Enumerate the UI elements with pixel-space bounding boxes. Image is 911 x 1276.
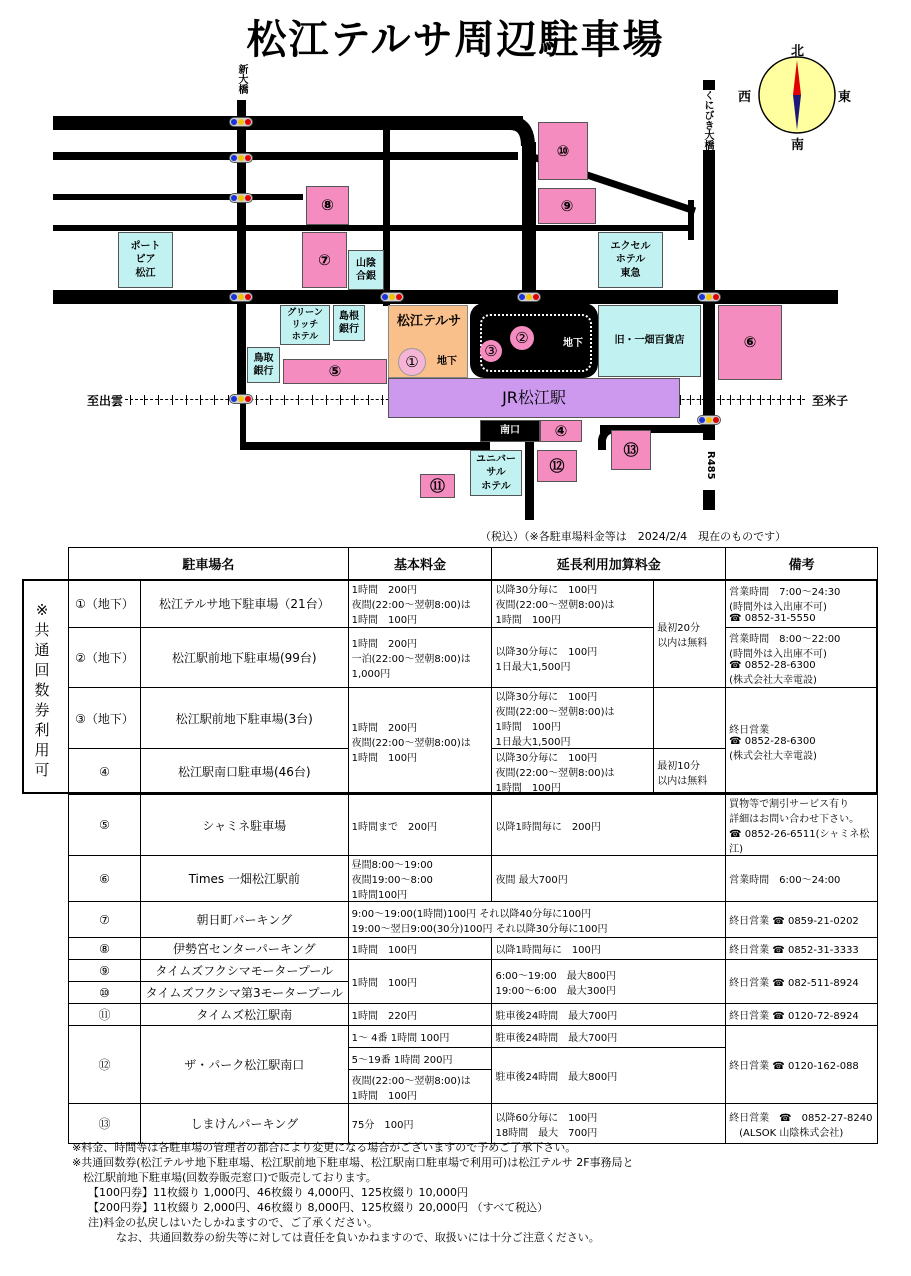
row-no: ⑫ [69,1026,141,1104]
row-note: 終日営業 ☎ 0852-31-3333 [726,938,878,960]
header-basic: 基本料金 [348,548,492,580]
building-tottori-bank [247,347,280,383]
row-no: ④ [69,749,141,795]
road-south [240,442,490,450]
common-ticket-label: ※共通回数券利用可 [34,601,50,779]
compass-south: 南 [791,138,805,153]
table-note: （税込）（※各駐車場料金等は 2024/2/4 現在のものです） [480,530,787,543]
note-line: 注)料金の払戻しはいたしかねますので、ご了承ください。 [88,1216,379,1229]
table-row [69,938,878,960]
building-sanin-bank [348,250,384,290]
row-ext-1: 駐車後24時間 最大700円 [492,1026,726,1048]
tottori-label: 鳥取 銀行 [253,352,274,377]
map [0,0,911,520]
terrsa-label: 松江テルサ [396,314,462,329]
row-no: ⑥ [69,856,141,902]
lot-4-label: ④ [554,421,568,440]
row-ext: 夜間 最大700円 [492,856,726,902]
lot-8 [306,186,349,225]
row-ext: 以降60分毎に 100円 18時間 最大 700円 [492,1104,726,1144]
note-line: 【100円券】11枚綴り 1,000円、46枚綴り 4,000円、125枚綴り 10,000円 [88,1186,468,1199]
universal-label: ユニバー サル ホテル [476,453,516,492]
header-ext: 延長利用加算料金 [492,548,726,580]
lot-12-label: ⑫ [549,456,565,475]
row-basic: 1時間 220円 [348,1004,492,1026]
shimane-label: 島根 銀行 [339,310,359,335]
traffic-light-icon [229,292,253,302]
table-row [69,795,878,856]
traffic-light-icon [380,292,404,302]
row-basic-1: 1～ 4番 1時間 100円 [348,1026,492,1048]
table-row [69,628,878,688]
header-note: 備考 [726,548,878,580]
road-2 [53,152,518,160]
row-ext: 以降30分毎に 100円 夜間(22:00～翌朝8:00)は 1時間 100円 1日最大1,500円 [492,688,654,749]
building-excel-hotel [598,232,663,288]
row-name: 松江駅南口駐車場(46台) [140,749,348,795]
note-line: ※共通回数券(松江テルサ地下駐車場、松江駅前地下駐車場、松江駅南口駐車場で利用可)は松江テルサ 2F事務局と [72,1156,634,1169]
row-basic: 昼間8:00～19:00 夜間19:00～8:00 1時間100円 [348,856,492,902]
row-basic-3: 夜間(22:00～翌朝8:00)は 1時間 100円 [348,1070,492,1104]
row-note-shared: 終日営業 ☎ 082-511-8924 [726,960,878,1004]
traffic-light-icon [697,292,721,302]
ext-minimum-free-4: 最初10分 以内は無料 [654,749,726,795]
row-ext: 以降1時間毎に 200円 [492,795,726,856]
row-name: 松江テルサ地下駐車場（21台） [140,580,348,628]
parking-table [68,547,878,1144]
row-note: 営業時間 6:00～24:00 [726,856,878,902]
compass-east: 東 [838,90,852,105]
sanin-label: 山陰 合銀 [356,257,376,282]
minamiguchi-label: 南口 [500,425,520,437]
building-shimane-bank [333,305,365,341]
row-no: ⑪ [69,1004,141,1026]
row-note: 終日営業 ☎ 0859-21-0202 [726,902,878,938]
row-no: ①（地下） [69,580,141,628]
jr-matsue-station [388,378,680,418]
port-pia-label: ポート ピア 松江 [130,240,161,279]
building-universal-hotel [470,450,522,496]
row-name: 朝日町パーキング [140,902,348,938]
traffic-light-icon [229,394,253,404]
row-basic: 9:00～19:00(1時間)100円 それ以降40分毎に100円 19:00～翌日9:00(30分)100円 それ以降30分毎に100円 [348,902,726,938]
road-v-left [237,100,246,400]
road-curves [490,116,710,236]
footer-notes [72,1140,892,1245]
lot-7-label: ⑦ [318,250,331,269]
note-line: 【200円券】11枚綴り 2,000円、46枚綴り 8,000円、125枚綴り 20,000円 （すべて税込） [88,1201,549,1214]
lot-1-marker: ① [398,348,426,376]
row-note-shared: 終日営業 ☎ 0852-28-6300 (株式会社大幸電設) [726,688,878,795]
table-row [69,580,878,628]
lot-13-label: ⑬ [623,440,639,459]
lot-12 [537,450,577,482]
compass-north: 北 [791,44,805,59]
underground-chika-label: 地下 [563,338,583,349]
row-note: 営業時間 7:00～24:30 (時間外は入出庫不可) ☎ 0852-31-5550 [726,580,878,628]
row-no: ③（地下） [69,688,141,749]
row-ext-2: 駐車後24時間 最大800円 [492,1048,726,1104]
note-line: 松江駅前地下駐車場(回数券販売窓口)で販売しております。 [72,1171,377,1184]
lot-5 [283,359,387,384]
green-label: グリーン リッチ ホテル [287,307,323,343]
row-note: 終日営業 ☎ 0120-162-088 [726,1026,878,1104]
lot-6 [718,305,782,380]
row-no: ⑨ [69,960,141,982]
route-485-label [702,440,718,490]
row-ext: 以降30分毎に 100円 夜間(22:00～翌朝8:00)は 1時間 100円 [492,580,654,628]
row-no: ②（地下） [69,628,141,688]
table-row [69,856,878,902]
row-note: 終日営業 ☎ 0852-27-8240 (ALSOK 山陰株式会社) [726,1104,878,1144]
row-basic-shared: 1時間 100円 [348,960,492,1004]
row-basic: 1時間 200円 夜間(22:00～翌朝8:00)は 1時間 100円 [348,580,492,628]
row-name: ザ・パーク松江駅南口 [140,1026,348,1104]
lot-2-marker: ② [510,326,534,350]
table-header-row [69,548,878,580]
lot-4 [540,420,582,442]
table-row [69,1104,878,1144]
row-name: 松江駅前地下駐車場(3台) [140,688,348,749]
row-note: 営業時間 8:00～22:00 (時間外は入出庫不可) ☎ 0852-28-6300 (株式会社大幸電設) [726,628,878,688]
lot-11-label: ⑪ [429,476,445,495]
lot-8-label: ⑧ [321,196,334,215]
kunibiki-bridge-label: くにびき大橋 [702,90,713,150]
row-ext-shared: 6:00～19:00 最大800円 19:00～6:00 最大300円 [492,960,726,1004]
row-basic-2: 5～19番 1時間 200円 [348,1048,492,1070]
traffic-light-icon [229,193,253,203]
traffic-light-icon [517,292,541,302]
lot-13 [611,430,651,470]
shin-ohashi-label: 新大橋 [236,64,247,94]
empty-cell [654,688,726,749]
ichibata-label: 旧・一畑百貨店 [614,335,685,347]
row-basic-shared: 1時間 200円 夜間(22:00～翌朝8:00)は 1時間 100円 [348,688,492,795]
excel-label: エクセル ホテル 東急 [610,240,651,279]
ext-minimum-free: 最初20分 以内は無料 [654,580,726,688]
route-text: R485 [704,450,716,480]
row-name: 伊勢宮センターパーキング [140,938,348,960]
compass-west: 西 [738,90,752,105]
lot-5-label: ⑤ [328,362,342,381]
traffic-light-icon [229,153,253,163]
table-row [69,1026,878,1048]
road-top [53,116,523,130]
row-name: タイムズフクシマモータープール [140,960,348,982]
road-v-left-s [240,400,246,450]
row-no: ⑬ [69,1104,141,1144]
row-basic: 75分 100円 [348,1104,492,1144]
traffic-light-icon [697,415,721,425]
page-title: 松江テルサ周辺駐車場 [246,17,665,63]
row-basic: 1時間まで 200円 [348,795,492,856]
row-basic: 1時間 100円 [348,938,492,960]
table-row [69,1004,878,1026]
railway-right [680,395,805,405]
lot-10 [538,122,588,180]
row-basic: 1時間 200円 一泊(22:00～翌朝8:00)は 1,000円 [348,628,492,688]
road-v-south [525,440,534,520]
minamiguchi-block [480,420,540,442]
road-3 [53,194,303,200]
lot-9-label: ⑨ [560,196,574,215]
lot-9 [538,188,596,224]
lot-7 [302,232,347,288]
row-ext: 駐車後24時間 最大700円 [492,1004,726,1026]
row-ext: 以降30分毎に 100円 夜間(22:00～翌朝8:00)は 1時間 100円 [492,749,654,795]
to-yonago-label: 至米子 [812,394,849,408]
row-name: シャミネ駐車場 [140,795,348,856]
traffic-light-icon [229,117,253,127]
row-no: ⑤ [69,795,141,856]
row-name: 松江駅前地下駐車場(99台) [140,628,348,688]
lot-10-label: ⑩ [556,141,570,160]
building-ichibata [598,305,701,377]
row-note: 終日営業 ☎ 0120-72-8924 [726,1004,878,1026]
row-name: タイムズフクシマ第3モータープール [140,982,348,1004]
note-line: ※料金、時間等は各駐車場の管理者の都合により変更になる場合がございますので予めご了承下さい。 [72,1141,577,1154]
road-v-2 [383,116,390,306]
building-green-rich [280,305,330,345]
building-port-pia [118,232,173,288]
row-no: ⑦ [69,902,141,938]
lot-6-label: ⑥ [743,333,757,352]
lot-11 [420,474,455,498]
railway-left [130,395,385,405]
row-ext: 以降1時間毎に 100円 [492,938,726,960]
to-izumo-label: 至出雲 [87,394,124,408]
table-row [69,960,878,982]
terrsa-chika-label: 地下 [437,356,457,367]
header-name: 駐車場名 [69,548,349,580]
row-name: しまけんパーキング [140,1104,348,1144]
row-note: 買物等で割引サービス有り 詳細はお問い合わせ下さい。 ☎ 0852-26-6511(シャミネ松江) [726,795,878,856]
row-no: ⑧ [69,938,141,960]
row-no: ⑩ [69,982,141,1004]
station-label: JR松江駅 [502,388,566,408]
row-name: Times 一畑松江駅前 [140,856,348,902]
note-line: なお、共通回数券の紛失等に対しては責任を負いかねますので、取扱いには十分ご注意ください。 [116,1231,600,1244]
table-row [69,688,878,749]
lot-3-marker: ③ [480,340,502,362]
table-row [69,902,878,938]
row-name: タイムズ松江駅南 [140,1004,348,1026]
row-ext: 以降30分毎に 100円 1日最大1,500円 [492,628,654,688]
